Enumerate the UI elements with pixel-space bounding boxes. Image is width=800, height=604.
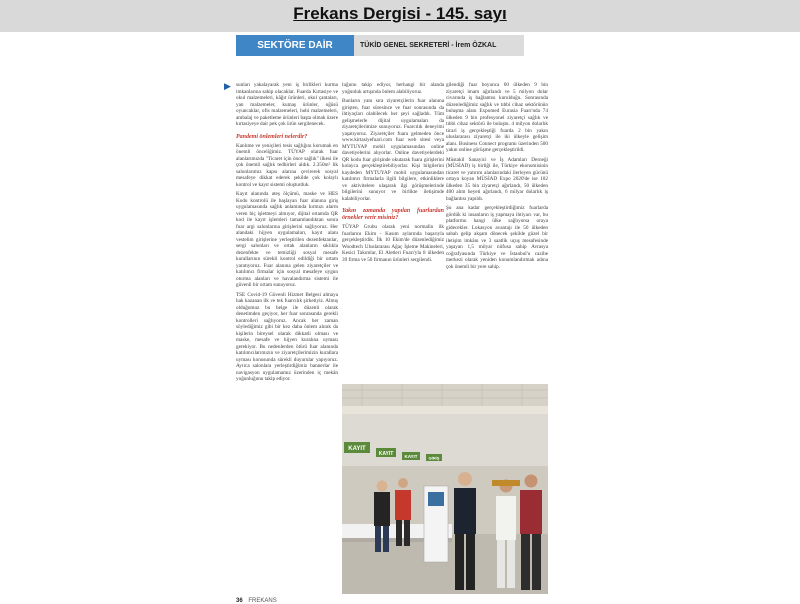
- subheading: Pandemi önlemleri nelerdir?: [236, 133, 308, 140]
- window-title: Frekans Dergisi - 145. sayı: [293, 4, 507, 23]
- page-number: 36: [236, 598, 243, 604]
- page-header: [236, 35, 524, 56]
- paragraph: TÜYAP Grubu olarak yeni normalin ilk fuarlarını Ekim - Kasım aylarında başarıyla gerçekleştirdik. İlk 10 Ekim'de düzenlediğimiz Woodtech Uluslararası Ağaç İşleme Makineleri, Kesici Takımlar, El Aletleri Fuarı'yla 8 ülkeden 39 firma ve 50 firmanın ürünleri sergilendi.: [342, 224, 444, 263]
- page-footer: [236, 598, 277, 604]
- section-label: SEKTÖRE DAİR: [236, 35, 354, 56]
- paragraph: Bunların yanı sıra ziyaretçilerin fuar alanına girişten, fuar süresince ve fuar sonrasında da ihtiyaçları olabilecek her şeyi sağladık. Tüm gelişmelerle dijital uygulamaları da ziyaretçilerimize sunuyoruz. Fuarcılık deneyimi yaşatıyoruz. Ziyaretçiler fuara gelmeden önce www.kirtasiyefuari.com fuar web sitesi veya MYTUYAP mobil uygulamasından online davetiyelerini alıyorlar. Online davetiyelerdeki QR kodu fuar girişinde okutarak fuara girişlerini kolayca gerçekleştirebiliyorlar. Kişi bilgilerini kaydeden MYTUYAP mobil uygulamasından katılımcı firmalarla ilgili bilgilere, etkinliklere ve aktivitelere ulaşarak ilgi görüşmelerinde bilgilerini sunuyor ve birlikte iletişimde kalabiliyorlar.: [342, 98, 444, 202]
- paragraph: luğunu takip ediyor, herhangi bir alanda yoğunluk artışında önlem alabiliyoruz.: [342, 82, 444, 95]
- subheading: Yakın zamanda yapılan fuarlardan örnekler verir misiniz?: [342, 208, 444, 221]
- paragraph: Kanlıme ve yeniçileri tesis sağlığını korumak en önemli önceliğimiz. TÜYAP olarak fuar alanlarımızda "Ticaret için önce sağlık" ilkesi ile çok önemli sağlık tedbirleri aldık. 2.350m² lik salonlarımız kapsı alarına çevirerek sosyal mesafeye dikkat ederek şekilde çok kolaylı kontrol ve kayıt sistemi oluşturduk.: [236, 142, 338, 188]
- magazine-page: [224, 32, 552, 604]
- article-column-1: [224, 81, 338, 594]
- continue-arrow-icon: ▶: [224, 81, 231, 91]
- author-name: TÜKİD GENEL SEKRETERİ - İrem ÖZKAL: [360, 42, 497, 49]
- sign-text: GİRİŞ: [428, 455, 440, 461]
- paragraph: Müstakil Sanayici ve İş Adamları Derneği (MÜSİAD) iş birliği ile, Türkiye ekonomisinin ticaret ve yatırım alanlarındaki ilerleyen gücünü ortaya koyan MÜSİAD Expo 2020'de ise 102 ülkeden 35 bin ziyaretçi ağırlandı, 50 ülkeden 400 alım heyeti ağırlandı, 6 milyar dolarlık iş bağlantısı yapıldı.: [446, 156, 548, 202]
- magazine-name: FREKANS: [248, 598, 277, 604]
- paragraph: Kayıt alanında ateş ölçümü, maske ve HES Kodu kontrolü ile başlayan fuar alanına giriş uygulamasında sağlık anlamında kırmızı alarm veren hiç işletmeyi almıyor, dijital ortamda QR kod ile kayıt işlemleri tamamlandıktan sonra fuar argi salonlarına girişlerini sağlıyoruz. Her alandaki hijyen uygulamaları, kayıt alanı vestelim girişlerine yerleştirilen dezenfektanlar, sergi salonları ve ortak alanların sıklıkla dezenfekte ve temizliği sosyal mesafe kurallarının sürekli kontrol edildiği bir ortam yaratıyoruz. Fuar alanına gelen ziyaretçiler ve katılımcı firmalar için sosyal mesafeye uygun oturma alanları ve havalandırma sistemi ile güvenli bir ortam sunuyoruz.: [236, 191, 338, 288]
- paragraph: Şu ana kadar gerçekleştirdiğimiz fuarlarda gördük ki insanların iş yapmaya ihtiyacı var, bu platformu hangi ülke sağlıyorsa oraya gidecekler. Lokasyon avantajı ile 50 ülkeden sabah gelip akşam dönecek şekilde güzel bir iletişim imkânı ve 3 saatlik uçuş mesafesinde yaşayan 1,5 milyar nüfusa sahip Avrasya coğrafyasında Türkiye ve İstanbul'u cazibe merkezi olarak yeniden konumlandırmak adına çok önemli bir yere sahip.: [446, 205, 548, 270]
- fair-entrance-photo: [342, 384, 548, 594]
- paragraph: TSE Covid-19 Güvenli Hizmet Belgesi almaya hak kazanan ilk ve tek fuarcılık şirketiyiz. Almış olduğumuz bu belge ile düzenli olarak denetimden geçiyor, her fuar sonrasında gerekli kontrolleri sağlıyoruz. Ancak her zaman söylediğimiz gibi bir kez daha önlem alınık da kişilerin bireysel olarak dikkatli olması ve maske, mesafe ve hijyen kuralına uyması gerekiyor. Bu nedenlerden ötürü fuar alanında katılımcılarımızın ve ziyaretçilerimizin kurallara uyması konusunda sürekli duyurular yapıyoruz. Ayrıca salonlara yerleştirdiğimiz bannerlar ile navigasyon uygulamamız üzerinden iç mekân yoğunluğunu takip ediyor.: [236, 291, 338, 382]
- window-title-bar: [0, 0, 800, 32]
- sign-text: KAYIT: [404, 454, 418, 459]
- article-column-3: [446, 82, 548, 412]
- paragraph: gilendiği fuar boyunca 60 ülkeden 9 bin ziyaretçi imam ağırlandı ve 5 milyon dolar civarında iş bağlantısı kurulduğu. Sonrasında düzenlediğimiz sağlık ve tıbbi cihaz sektörünün buluşma alanı Expomed Eurasia Fuarı'nda 74 ülkeden 9 bin profesyonel ziyaretçi sağlık ve tıbbi cihaz sektörü ile buluştu. 4 milyon dolarlık ticari iş gerçekleştiği fuarda 2 bin yakın uluslararası ziyaretçi ile iki ülkeyle gelişim alanı. Business Connect programı üzerinden 500 yakın online görüşme gerçekleştirildi.: [446, 82, 548, 153]
- sign-text: KAYIT: [378, 451, 394, 457]
- author-line: [360, 35, 496, 56]
- article-column-2: [342, 82, 444, 412]
- paragraph: sunları yakalayarak yeni iş birlikleri kurma imkanlarına sahip olacaklar. Fuarda Kırtasiye ve okul malzemeleri, kâğıt ürünleri, okul çantaları, yan malzemeler, kumaş ürünler, oğüsü oyuncaklar, ofis malzemeleri, hobi malzemeleri, ambalaj ve paketleme ürünleri başta olmak üzere kırtasiyeye dair pek çok ürün sergilenecek.: [236, 82, 338, 127]
- article-photo: [342, 384, 548, 594]
- sign-text: KAYIT: [348, 446, 366, 452]
